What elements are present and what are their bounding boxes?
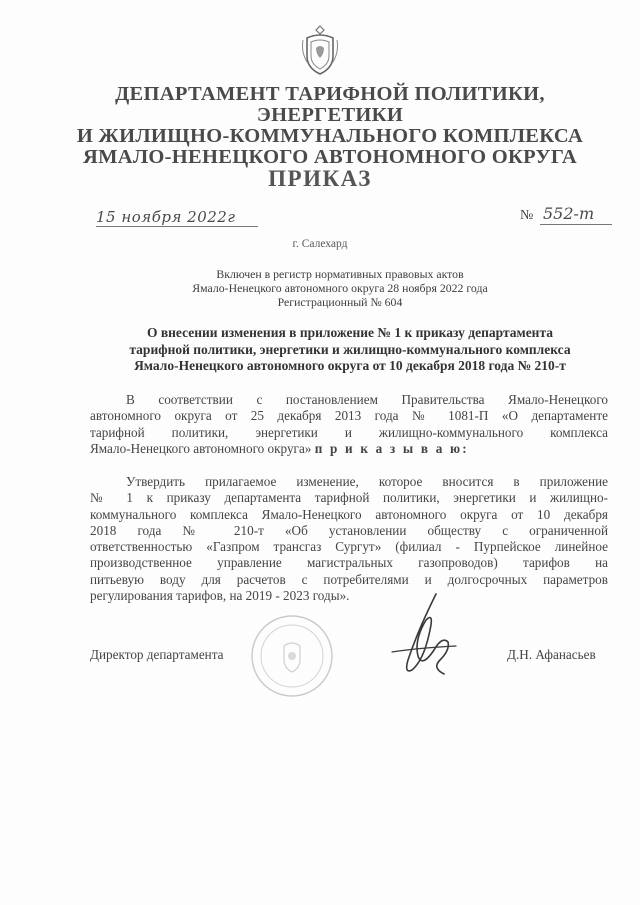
department-line-2: И ЖИЛИЩНО-КОММУНАЛЬНОГО КОМПЛЕКСА bbox=[76, 125, 584, 147]
department-line-3: ЯМАЛО-НЕНЕЦКОГО АВТОНОМНОГО ОКРУГА bbox=[82, 146, 578, 168]
order-paragraph bbox=[90, 474, 608, 604]
subject-line-3: Ямало-Ненецкого автономного округа от 10 декабря 2018 года № 210-т bbox=[134, 358, 566, 373]
number-underline bbox=[540, 224, 612, 225]
order-line-6: производственное управление магистральных газопроводов) тарифов на bbox=[90, 555, 608, 571]
order-line-5: ответственностью «Газпром трансгаз Сургут» (филиал - Пурпейское линейное bbox=[90, 539, 608, 555]
order-line-3: коммунального комплекса Ямало-Ненецкого автономного округа от 10 декабря bbox=[90, 506, 608, 522]
registry-line-2: Ямало-Ненецкого автономного округа 28 ноября 2022 года bbox=[192, 281, 488, 295]
department-name bbox=[40, 84, 620, 168]
preamble-line-2: автономного округа от 25 декабря 2013 года № 1081-П «О департаменте bbox=[90, 408, 608, 424]
handwritten-date: 15 ноября 2022г bbox=[96, 208, 236, 226]
signatory-name: Д.Н. Афанасьев bbox=[507, 647, 596, 662]
order-line-1: Утвердить прилагаемое изменение, которое вносится в приложение bbox=[126, 474, 608, 489]
order-line-4: 2018 года № 210-т «Об установлении обществу с ограниченной bbox=[90, 522, 608, 538]
subject-line-2: тарифной политики, энергетики и жилищно-коммунального комплекса bbox=[129, 341, 571, 357]
department-line-1: ДЕПАРТАМЕНТ ТАРИФНОЙ ПОЛИТИКИ, ЭНЕРГЕТИКИ bbox=[115, 83, 545, 126]
preamble-paragraph bbox=[90, 392, 608, 457]
date-underline bbox=[96, 226, 258, 227]
coat-of-arms-icon bbox=[299, 22, 341, 78]
registry-note bbox=[40, 267, 640, 309]
registry-line-1: Включен в регистр нормативных правовых актов bbox=[216, 267, 464, 281]
preamble-line-4 bbox=[90, 441, 608, 457]
preamble-line-1: В соответствии с постановлением Правительства Ямало-Ненецкого bbox=[126, 392, 608, 407]
preamble-last-text: Ямало-Ненецкого автономного округа» bbox=[90, 440, 312, 456]
order-subject bbox=[90, 325, 610, 375]
signatory-position: Директор департамента bbox=[90, 647, 224, 662]
subject-line-1: О внесении изменения в приложение № 1 к приказу департамента bbox=[146, 325, 554, 340]
order-line-8: регулирования тарифов, на 2019 - 2023 годы». bbox=[90, 588, 350, 604]
order-line-2: № 1 к приказу департамента тарифной политики, энергетики и жилищно- bbox=[90, 490, 608, 506]
preamble-line-3: тарифной политики, энергетики и жилищно-коммунального комплекса bbox=[90, 424, 608, 440]
document-type-title: ПРИКАЗ bbox=[268, 166, 372, 191]
number-sign: № bbox=[520, 208, 534, 223]
order-line-7: питьевую воду для расчетов с потребителями и долгосрочных параметров bbox=[90, 571, 608, 587]
official-seal-icon bbox=[248, 612, 336, 700]
city-label: г. Салехард bbox=[292, 238, 348, 250]
handwritten-number: 552-т bbox=[543, 204, 595, 223]
handwritten-signature-icon bbox=[378, 590, 466, 690]
order-word: п р и к а з ы в а ю: bbox=[314, 440, 469, 456]
registry-line-3: Регистрационный № 604 bbox=[277, 295, 403, 309]
